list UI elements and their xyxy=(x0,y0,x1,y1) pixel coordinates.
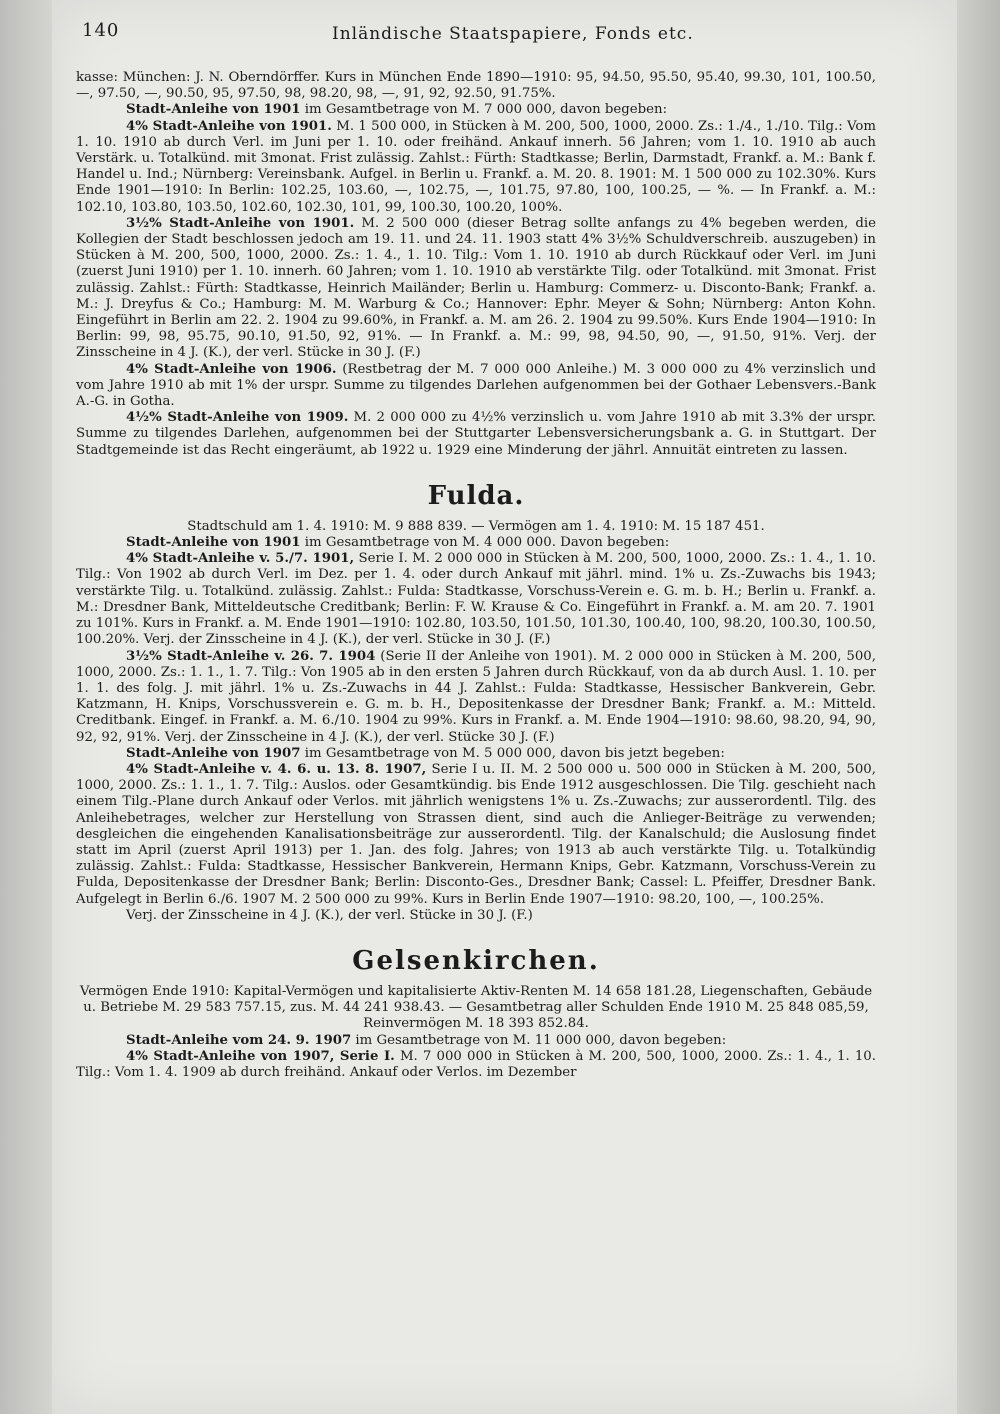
scan-right-margin xyxy=(957,0,1000,1414)
entry-heading: 3½% Stadt-Anleihe v. 26. 7. 1904 xyxy=(126,648,376,664)
entry-paragraph xyxy=(76,362,876,411)
entry-text: im Gesamtbetrage von M. 7 000 000, davon begeben: xyxy=(300,102,668,118)
entry-paragraph xyxy=(76,1049,876,1081)
entry-text: (Restbetrag der M. 7 000 000 Anleihe.) M. 3 000 000 zu 4% verzinslich und vom Jahre 1910 ab mit 1% der urspr. Summe zu tilgendes Darlehen aufgenommen bei der Gothaer Lebensvers.-Bank A.-G. in Gotha. xyxy=(76,361,876,410)
page-body xyxy=(76,70,876,1081)
entry-paragraph xyxy=(76,410,876,459)
intro-paragraph: kasse: München: J. N. Oberndörffer. Kurs in München Ende 1890—1910: 95, 94.50, 95.50, 95.40, 99.30, 101, 100.50, —, 97.50, —, 90.50, 95, 97.50, 98, 98.20, 98, —, 91, 92, 92.50, 91.75%. xyxy=(76,70,876,102)
entry-text: M. 2 500 000 (dieser Betrag sollte anfangs zu 4% begeben werden, die Kollegien der Stadt beschlossen jedoch am 19. 11. und 24. 11. 1903 statt 4% 3½% Schuldverschreib. auszugeben) in Stücken à M. 200, 500, 1000, 2000. Zs.: 1. 4., 1. 10. Tilg.: Vom 1. 10. 1910 ab durch Rückkauf oder Verl. im Juni (zuerst Juni 1910) per 1. 10. innerh. 60 Jahren; vom 1. 10. 1910 ab verstärkte Tilg. oder Totalkünd. mit 3monat. Frist zulässig. Zahlst.: Fürth: Stadtkasse, Heinrich Mailänder; Berlin u. Hamburg: Commerz- u. Disconto-Bank; Frankf. a. M.: J. Dreyfus & Co.; Hamburg: M. M. Warburg & Co.; Hannover: Ephr. Meyer & Sohn; Nürnberg: Anton Kohn. Eingeführt in Berlin am 22. 2. 1904 zu 99.60%, in Frankf. a. M. am 26. 2. 1904 zu 99.50%. Kurs Ende 1904—1910: In Berlin: 99, 98, 95.75, 90.10, 91.50, 92, 91%. — In Frankf. a. M.: 99, 98, 94.50, 90, —, 91.50, 91%. Verj. der Zinsscheine in 4 J. (K.), der verl. Stücke in 30 J. (F.) xyxy=(76,215,876,361)
entry-heading: 4% Stadt-Anleihe von 1907, Serie I. xyxy=(126,1048,395,1064)
page-header xyxy=(82,20,882,50)
section-intro-fulda: Stadtschuld am 1. 4. 1910: M. 9 888 839. — Vermögen am 1. 4. 1910: M. 15 187 451. xyxy=(187,518,765,534)
entry-heading: Stadt-Anleihe vom 24. 9. 1907 xyxy=(126,1032,352,1048)
entry-heading: 4% Stadt-Anleihe von 1906. xyxy=(126,361,337,377)
entry-paragraph xyxy=(76,119,876,216)
entry-heading: 4% Stadt-Anleihe v. 5./7. 1901, xyxy=(126,551,355,567)
entry-paragraph xyxy=(76,762,876,908)
entry-text: Serie I u. II. M. 2 500 000 u. 500 000 in Stücken à M. 200, 500, 1000, 2000. Zs.: 1. 1., 1. 7. Tilg.: Auslos. oder Gesamtkündig. bis Ende 1912 ausgeschlossen. Die Tilg. geschieht nach einem Tilg.-Plane durch Ankauf oder Verlos. mit jährlich wenigstens 1% u. Zs.-Zuwachs; zur ausserordentl. Tilg. des Anleihebetrages, welcher zur Herstellung von Strassen dient, sind auch die Anlieger-Beiträge zu verwenden; desgleichen die eingehenden Kanalisationsbeiträge zur ausserordentl. Tilg. der Kanalschuld; die Auslosung findet statt im April (zuerst April 1913) per 1. Jan. des folg. Jahres; von 1913 ab auch verstärkte Tilg. u. Totalkündig zulässig. Zahlst.: Fulda: Stadtkasse, Hessischer Bankverein, Hermann Knips, Gebr. Katzmann, Vorschuss-Verein zu Fulda, Depositenkasse der Dresdner Bank; Berlin: Disconto-Ges., Dresdner Bank; Cassel: L. Pfeiffer, Dresdner Bank. Aufgelegt in Berlin 6./6. 1907 M. 2 500 000 zu 99%. Kurs in Berlin Ende 1907—1910: 98.20, 100, —, 100.25%. xyxy=(76,761,876,907)
entry-paragraph xyxy=(76,746,876,762)
entry-paragraph xyxy=(76,216,876,362)
entry-paragraph xyxy=(76,102,876,118)
entry-text: (Serie II der Anleihe von 1901). M. 2 000 000 in Stücken à M. 200, 500, 1000, 2000. Zs.: 1. 1., 1. 7. Tilg.: Von 1905 ab in den ersten 5 Jahren durch Rückkauf, von da ab durch Ausl. 1. 10. per 1. 1. des folg. J. mit jährl. 1% u. Zs.-Zuwachs in 44 J. Zahlst.: Fulda: Stadtkasse, Hessischer Bankverein, Gebr. Katzmann, H. Knips, Vorschussverein e. G. m. b. H., Depositenkasse der Dresdner Bank; Frankf. a. M.: Mitteld. Creditbank. Eingef. in Frankf. a. M. 6./10. 1904 zu 99%. Kurs in Frankf. a. M. Ende 1904—1910: 98.60, 98.20, 94, 90, 92, 92, 91%. Verj. der Zinsscheine in 4 J. (K.), der verl. Stücke 30 J. (F.) xyxy=(76,648,876,745)
entry-paragraph xyxy=(76,649,876,746)
entry-text: Serie I. M. 2 000 000 in Stücken à M. 200, 500, 1000, 2000. Zs.: 1. 4., 1. 10. Tilg.: Von 1902 ab durch Verl. im Dez. per 1. 4. oder durch Ankauf mit jährl. mind. 1% u. Zs.-Zuwachs bis 1943; verstärkte Tilg. u. Totalkünd. zulässig. Zahlst.: Fulda: Stadtkasse, Vorschuss-Verein e. G. m. b. H.; Berlin u. Frankf. a. M.: Dresdner Bank, Mitteldeutsche Creditbank; Berlin: F. W. Krause & Co. Eingeführt in Frankf. a. M. am 20. 7. 1901 zu 101%. Kurs in Frankf. a. M. Ende 1901—1910: 102.80, 103.50, 101.50, 101.30, 100.40, 100, 98.20, 100.30, 100.50, 100.20%. Verj. der Zinsscheine in 4 J. (K.), der verl. Stücke in 30 J. (F.) xyxy=(76,551,877,648)
entry-heading: Stadt-Anleihe von 1901 xyxy=(126,535,301,551)
entry-text: M. 2 000 000 zu 4½% verzinslich u. vom Jahre 1910 ab mit 3.3% der urspr. Summe zu tilgendes Darlehen, aufgenommen bei der Stuttgarter Lebensversicherungsbank a. G. in Stuttgart. Der Stadtgemeinde ist das Recht eingeräumt, ab 1922 u. 1929 eine Minderung der jährl. Annuität eintreten zu lassen. xyxy=(76,410,876,458)
section-title-gelsenkirchen: Gelsenkirchen. xyxy=(352,945,600,976)
entry-heading: 4½% Stadt-Anleihe von 1909. xyxy=(126,410,349,426)
scan-left-margin xyxy=(0,0,52,1414)
entry-heading: 4% Stadt-Anleihe v. 4. 6. u. 13. 8. 1907, xyxy=(126,761,427,777)
entry-heading: 3½% Stadt-Anleihe von 1901. xyxy=(126,215,355,231)
entry-text: M. 7 000 000 in Stücken à M. 200, 500, 1000, 2000. Zs.: 1. 4., 1. 10. Tilg.: Vom 1. 4. 1909 ab durch freihänd. Ankauf oder Verlos. im Dezember xyxy=(76,1048,876,1080)
running-title: Inländische Staatspapiere, Fonds etc. xyxy=(332,24,694,44)
entry-heading: 4% Stadt-Anleihe von 1901. xyxy=(126,118,332,134)
closing-note-fulda: Verj. der Zinsscheine in 4 J. (K.), der verl. Stücke in 30 J. (F.) xyxy=(126,907,533,923)
entry-heading: Stadt-Anleihe von 1907 xyxy=(126,745,301,761)
page-number: 140 xyxy=(82,20,120,41)
entry-paragraph xyxy=(76,535,876,551)
entry-text: im Gesamtbetrage von M. 11 000 000, davon begeben: xyxy=(351,1032,727,1048)
entry-text: im Gesamtbetrage von M. 4 000 000. Davon begeben: xyxy=(300,535,670,551)
entry-heading: Stadt-Anleihe von 1901 xyxy=(126,102,301,118)
entry-paragraph xyxy=(76,551,876,648)
entry-text: M. 1 500 000, in Stücken à M. 200, 500, 1000, 2000. Zs.: 1./4., 1./10. Tilg.: Vom 1. 10. 1910 ab durch Verl. im Juni per 1. 10. oder freihänd. Ankauf innerh. 56 Jahren; vom 1. 10. 1910 ab auch Verstärk. u. Totalkünd. mit 3monat. Frist zulässig. Zahlst.: Fürth: Stadtkasse; Berlin, Darmstadt, Frankf. a. M.: Bank f. Handel u. Ind.; Nürnberg: Vereinsbank. Aufgel. in Berlin u. Frankf. a. M. 20. 8. 1901: M. 1 500 000 zu 102.30%. Kurs Ende 1901—1910: In Berlin: 102.25, 103.60, —, 102.75, —, 101.75, 97.80, 100, 100.25, — %. — In Frankf. a. M.: 102.10, 103.80, 103.50, 102.60, 102.30, 101, 99, 100.30, 100.20, 100%. xyxy=(76,118,876,215)
entry-paragraph xyxy=(76,1033,876,1049)
section-intro-gelsenkirchen: Vermögen Ende 1910: Kapital-Vermögen und kapitalisierte Aktiv-Renten M. 14 658 181.28, Liegenschaften, Gebäude u. Betriebe M. 29 583 757.15, zus. M. 44 241 938.43. — Gesamtbetrag aller Schulden Ende 1910 M. 25 848 085,59, Reinvermögen M. 18 393 852.84. xyxy=(79,983,873,1032)
entry-text: im Gesamtbetrage von M. 5 000 000, davon bis jetzt begeben: xyxy=(300,745,725,761)
section-title-fulda: Fulda. xyxy=(427,480,525,511)
